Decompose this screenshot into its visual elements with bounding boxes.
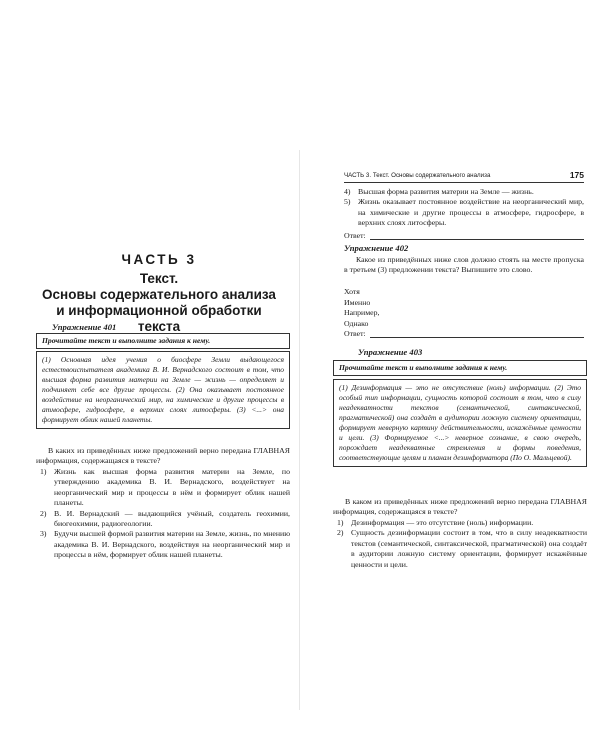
part-title-line: Основы содержательного анализа (42, 287, 276, 302)
exercise-403-options (337, 518, 587, 570)
option-number: 3) (40, 529, 47, 539)
answer-option (337, 518, 587, 528)
option-text: Жизнь как высшая форма развития материи на Земле, по утверждению академика В. И. Вернадского, воздействует на неорганический мир и процессы в нём и формирует облик нашей планеты. (54, 467, 290, 508)
word-option: Хотя (344, 287, 360, 296)
answer-label: Ответ: (344, 231, 366, 240)
word-option: Однако (344, 318, 369, 328)
exercise-401-question: В каких из приведённых ниже предложений верно передана ГЛАВНАЯ информация, содержащаяся в тексте? (36, 446, 290, 466)
running-header (344, 171, 584, 183)
word-option: Например, (344, 308, 380, 317)
answer-label: Ответ: (344, 329, 366, 338)
option-number: 5) (344, 197, 351, 207)
exercise-403-question: В каком из приведённых ниже предложений верно передана ГЛАВНАЯ информация, содержащаяся в тексте? (333, 497, 587, 517)
answer-option (337, 528, 587, 570)
answer-line-402[interactable] (344, 329, 584, 339)
option-text: Сущность дезинформации состоит в том, что в силу неадекватности текстов (семантической, синтаксической, прагматической) она создаёт в аудитории ложную систему ориентации, формирует искажённые ценности и цели. (351, 528, 587, 569)
option-text: Высшая форма развития материи на Земле — жизнь. (358, 187, 534, 196)
exercise-402-question: Какое из приведённых ниже слов должно стоять на месте пропуска в третьем (3) предложении текста? Выпишите это слово. (344, 255, 584, 275)
part-title-line: Текст. (139, 271, 179, 286)
answer-option (40, 529, 290, 560)
running-head-text: ЧАСТЬ 3. Текст. Основы содержательного анализа (344, 172, 491, 179)
option-text: Дезинформация — это отсутствие (ноль) информации. (351, 518, 534, 527)
exercise-401-instruction: Прочитайте текст и выполните задания к нему. (36, 333, 290, 349)
exercise-403-instruction: Прочитайте текст и выполните задания к нему. (333, 360, 587, 376)
answer-option (40, 509, 290, 530)
answer-underline (370, 337, 584, 338)
exercise-401-title: Упражнение 401 (52, 322, 117, 332)
part-label: ЧАСТЬ 3 (121, 252, 197, 267)
answer-underline (370, 239, 584, 240)
option-number: 2) (337, 528, 344, 538)
page-number: 175 (569, 170, 584, 180)
answer-option (344, 197, 584, 228)
word-option: Именно (344, 297, 371, 307)
exercise-403-passage (333, 379, 587, 467)
option-text: В. И. Вернадский — выдающийся учёный, создатель геохимии, биогеохимии, радиогеологии. (54, 508, 290, 529)
option-number: 1) (337, 518, 344, 527)
part-title-line: и информационной обработки (56, 303, 262, 318)
option-text: Будучи высшей формой развития материи на Земле, жизнь, по мнению академика В. И. Вернадского, воздействуя на неорганический мир и процессы в нём, формирует облик нашей планеты. (54, 529, 291, 560)
answer-option (40, 467, 290, 509)
answer-option (344, 187, 584, 197)
exercise-402-word-list (344, 287, 584, 329)
option-number: 1) (40, 467, 47, 476)
option-number: 2) (40, 508, 47, 518)
exercise-403-title: Упражнение 403 (358, 347, 423, 357)
exercise-401-passage (36, 351, 290, 429)
passage-text: (1) Основная идея учения о биосфере Земли выдающегося естествоиспытателя академика В. И. Вернадского состоит в том, что высшая форма развития материи на Земле — жизнь — определяет и подчиняет себе все другие процессы. (2) Она оказывает постоянное воздействие на неорганический мир, на химические и другие процессы в атмосфере, гидросфере, в верхних слоях литосферы. (3) <...> она формирует облик нашей планеты. (42, 355, 284, 424)
part-title-line: текста (137, 319, 181, 334)
option-number: 4) (344, 187, 351, 196)
option-text: Жизнь оказывает постоянное воздействие на неорганический мир, на химические и другие процессы в атмосфере, гидросфере, в верхних слоях литосферы. (358, 197, 584, 228)
answer-line-401[interactable] (344, 231, 584, 241)
exercise-402-title: Упражнение 402 (344, 243, 409, 253)
continued-options (344, 187, 584, 229)
passage-text: (1) Дезинформация — это не отсутствие (ноль) информации. (2) Это особый тип информации, сущность которой состоит в том, что в силу неадекватности текстов (семантической, синтаксической, прагматической) она создаёт в аудитории ложную систему ориентации, формирует неверную картину действительности, искажённые ценности и цели. (3) Формируемое <...> неверное сознание, в свою очередь, порождает неадекватные стремления и формы поведения, соответствующие целям и планам дезинформатора (По О. Мальцевой). (339, 383, 581, 462)
exercise-401-options (40, 467, 290, 561)
